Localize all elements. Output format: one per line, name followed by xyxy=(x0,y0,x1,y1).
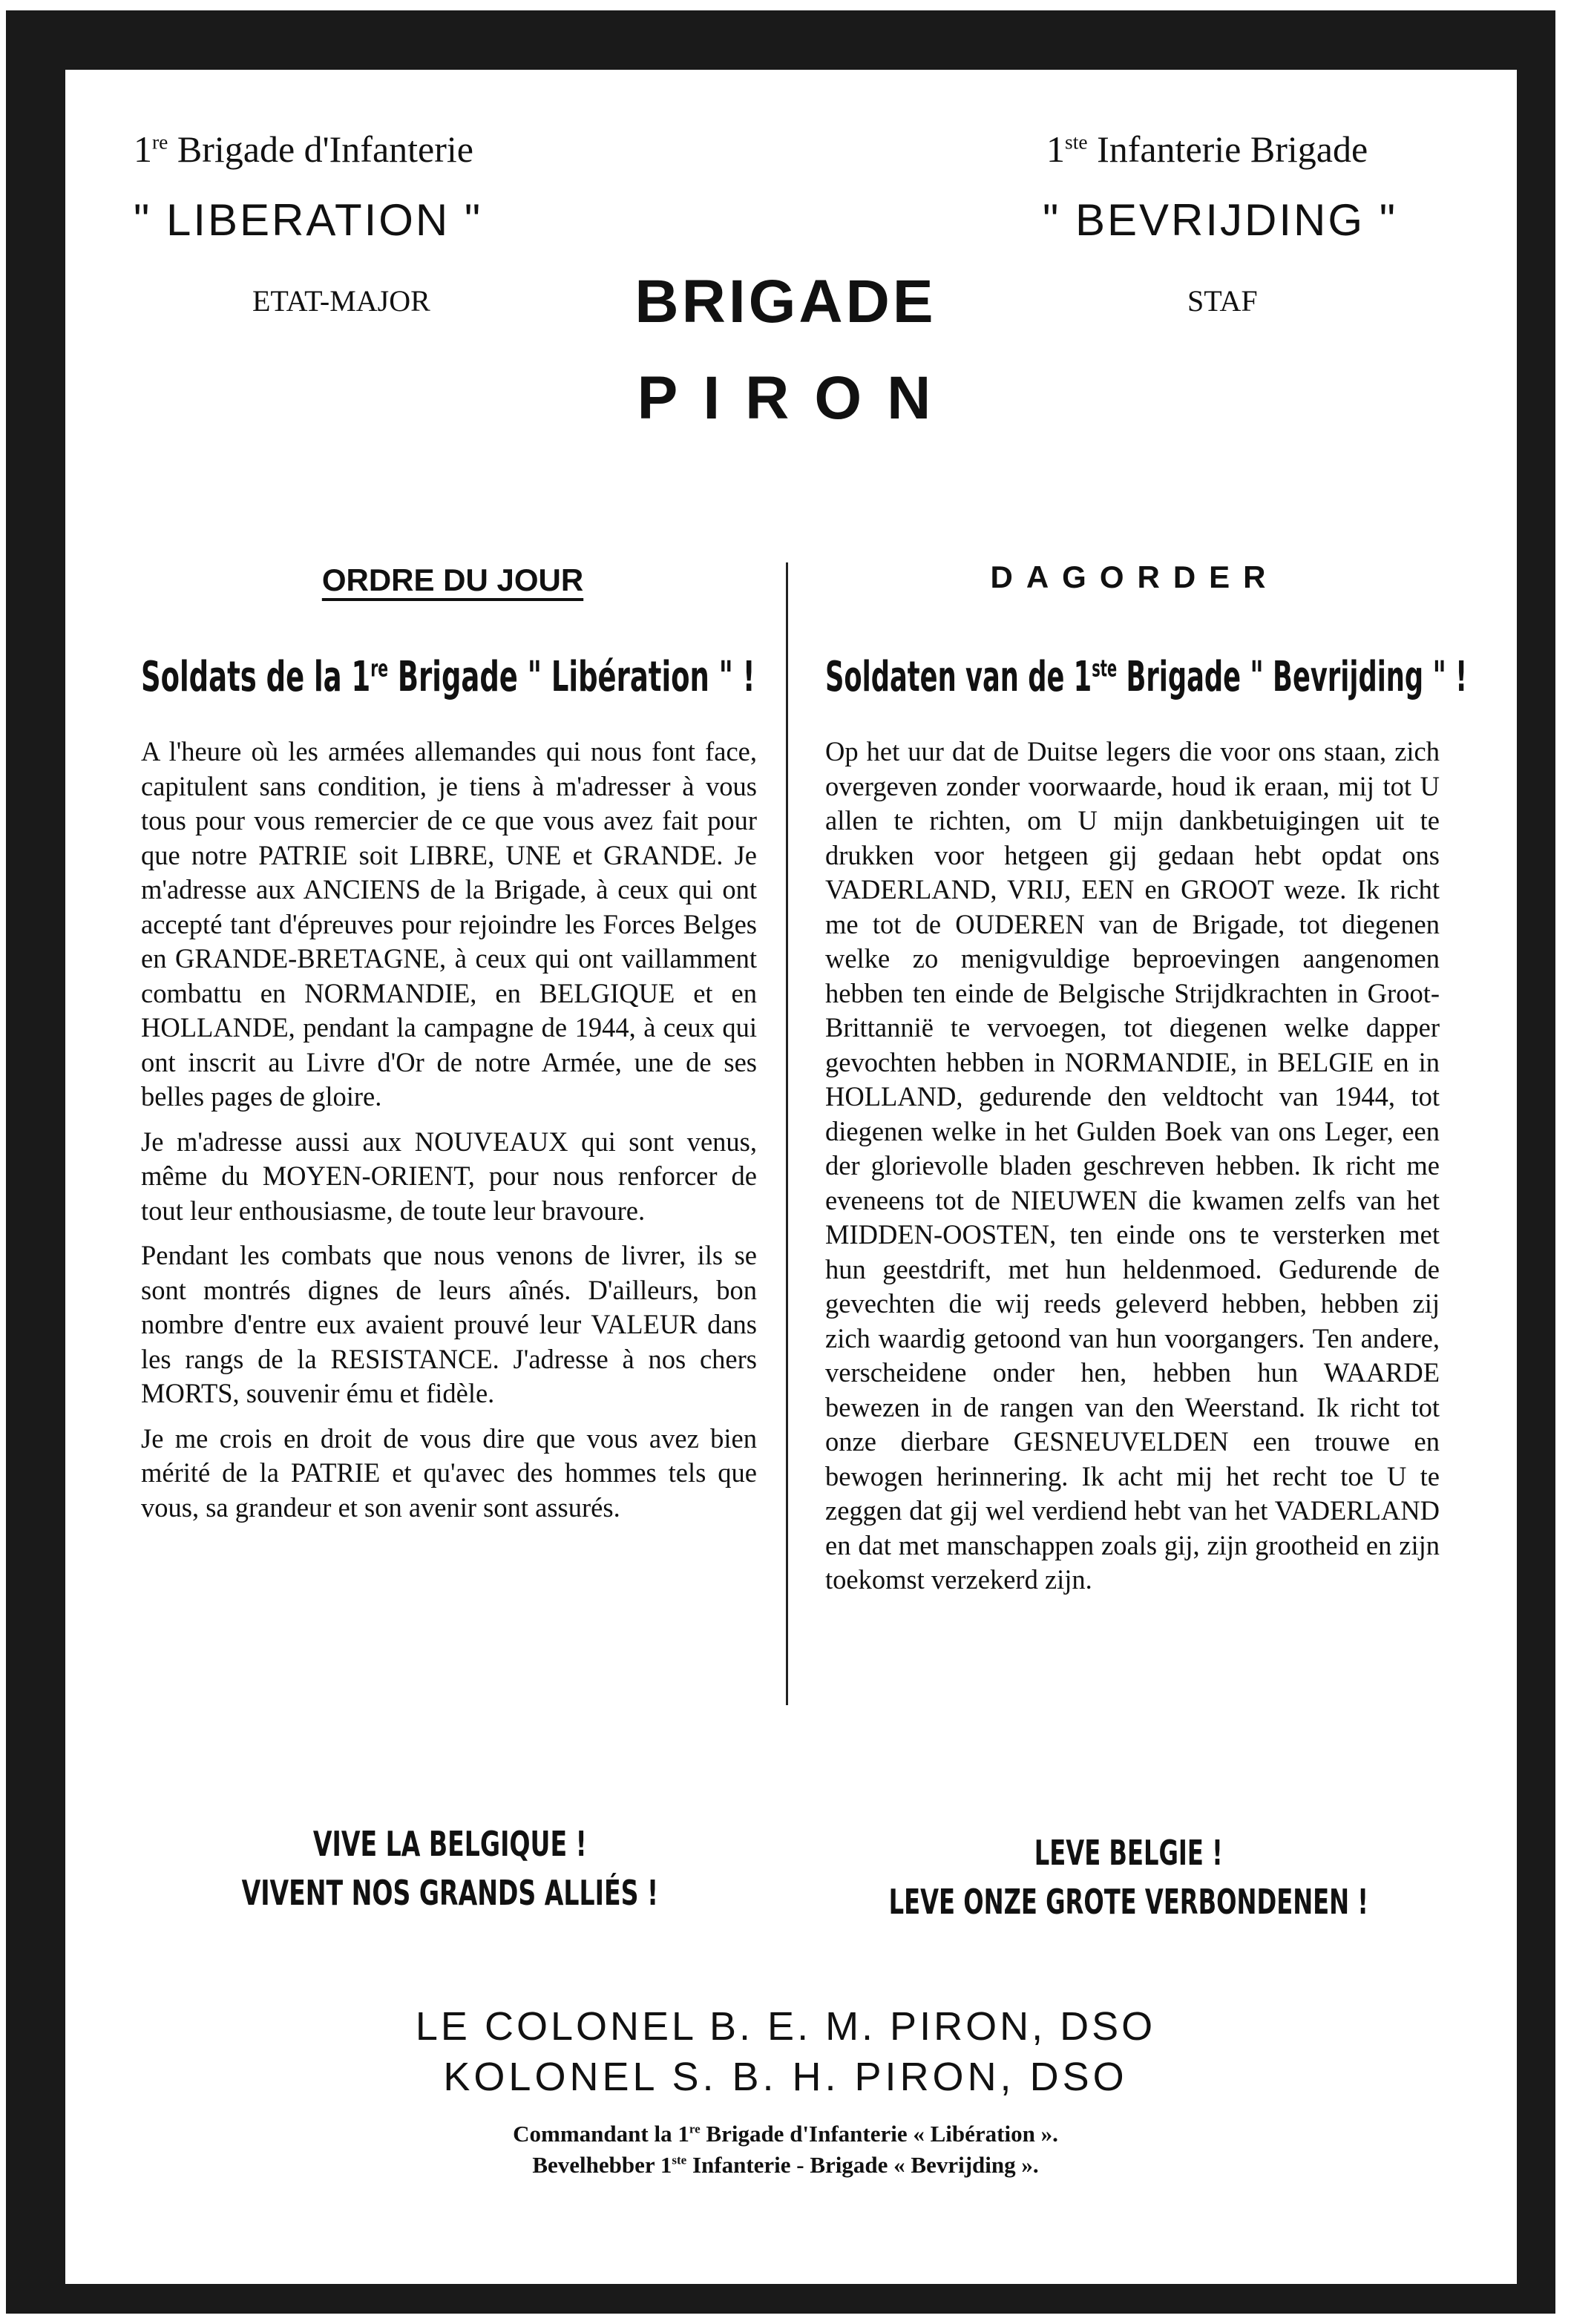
left-cheer-line2: VIVENT NOS GRANDS ALLIÉS ! xyxy=(241,1873,659,1913)
title-piron: PIRON xyxy=(637,364,957,432)
header-left-name: " LIBERATION " xyxy=(134,195,483,245)
left-cheer-line1: VIVE LA BELGIQUE ! xyxy=(312,1824,587,1864)
signature-line-fr: LE COLONEL B. E. M. PIRON, DSO xyxy=(415,2004,1156,2049)
header-left-brigade: 1re Brigade d'Infanterie xyxy=(134,128,473,170)
signature-role-nl: Bevelhebber 1ste Infanterie - Brigade « Bevrijding ». xyxy=(532,2152,1039,2178)
right-cheer xyxy=(836,1828,1422,1926)
left-heading: ORDRE DU JOUR xyxy=(321,562,584,597)
left-cheer xyxy=(193,1819,707,1917)
header-left-staff: ETAT-MAJOR xyxy=(252,284,430,318)
signature-role-fr: Commandant la 1re Brigade d'Infanterie « Libération ». xyxy=(513,2121,1058,2147)
left-paragraph-2: Je m'adresse aussi aux NOUVEAUX qui sont venus, même du MOYEN-ORIENT, pour nous renforcer de tout leur enthousiasme, de toute leur bravoure. xyxy=(141,1126,757,1226)
header-right-name: " BEVRIJDING " xyxy=(1043,195,1397,245)
right-body xyxy=(825,735,1440,1608)
column-divider xyxy=(786,562,788,1705)
right-heading: DAGORDER xyxy=(990,559,1279,594)
left-body xyxy=(141,735,757,1535)
signature-line-nl: KOLONEL S. B. H. PIRON, DSO xyxy=(443,2055,1128,2099)
header-right-brigade: 1ste Infanterie Brigade xyxy=(1046,128,1368,170)
left-paragraph-3: Pendant les combats que nous venons de livrer, ils se sont montrés dignes de leurs aînés. D'ailleurs, bon nombre d'entre eux avaient prouvé leur VALEUR dans les rangs de la RESISTANCE. J'adresse à nos chers MORTS, souvenir ému et fidèle. xyxy=(141,1240,757,1408)
left-column-title: Soldats de la 1re Brigade " Libération " ! xyxy=(141,653,755,701)
right-cheer-line2: LEVE ONZE GROTE VERBONDENEN ! xyxy=(888,1882,1368,1922)
title-brigade: BRIGADE xyxy=(634,268,937,335)
left-paragraph-1: A l'heure où les armées allemandes qui nous font face, capitulent sans condition, je tiens à m'adresser à vous tous pour vous remercier de ce que vous avez fait pour que notre PATRIE soit LIBRE, UNE et GRANDE. Je m'adresse aux ANCIENS de la Brigade, à ceux qui ont accepté tant d'épreuves pour rejoindre les Forces Belges en GRANDE-BRETAGNE, à ceux qui ont vaillamment combattu en NORMANDIE, en BELGIQUE et en HOLLANDE, pendant la campagne de 1944, à ceux qui ont inscrit au Livre d'Or de notre Armée, une de ses belles pages de gloire. xyxy=(141,736,757,1112)
header-right-staff: STAF xyxy=(1187,284,1258,318)
right-paragraph-1: Op het uur dat de Duitse legers die voor ons staan, zich overgeven zonder voorwaarde, houd ik eraan, mij tot U allen te richten, om U mijn dankbetuigingen uit te drukken voor hetgeen gij gedaan hebt opdat ons VADERLAND, VRIJ, EEN en GROOT weze. Ik richt me tot de OUDEREN van de Brigade, tot diegenen welke zo menigvuldige beproevingen aangenomen hebben ten einde de Belgische Strijdkrachten in Groot-Brittannië te vervoegen, tot diegenen welke dapper gevochten hebben in NORMANDIE, in BELGIE en in HOLLAND, gedurende den veldtocht van 1944, tot diegenen welke in het Gulden Boek van ons Leger, een der glorievolle bladen geschreven hebben. Ik richt me eveneens tot de NIEUWEN die kwamen zelfs van het MIDDEN-OOSTEN, ten einde ons te versterken met hun geestdrift, met hun heldenmoed. Gedurende de gevechten die wij reeds geleverd hebben, hebben zij zich waardig getoond van hun voorgangers. Ten andere, verscheidene onder hen, hebben hun WAARDE bewezen in de rangen van den Weerstand. Ik richt tot onze dierbare GESNEUVELDEN een trouwe en bewogen herinnering. Ik acht mij het recht toe U te zeggen dat gij wel verdiend hebt van het VADERLAND en dat met manschappen zoals gij, zijn grootheid en zijn toekomst verzekerd zijn. xyxy=(825,736,1440,1595)
right-column-title: Soldaten van de 1ste Brigade " Bevrijding " ! xyxy=(825,653,1468,701)
right-cheer-line1: LEVE BELGIE ! xyxy=(1034,1833,1223,1873)
left-paragraph-4: Je me crois en droit de vous dire que vous avez bien mérité de la PATRIE et qu'avec des hommes tels que vous, sa grandeur et son avenir sont assurés. xyxy=(141,1422,757,1523)
